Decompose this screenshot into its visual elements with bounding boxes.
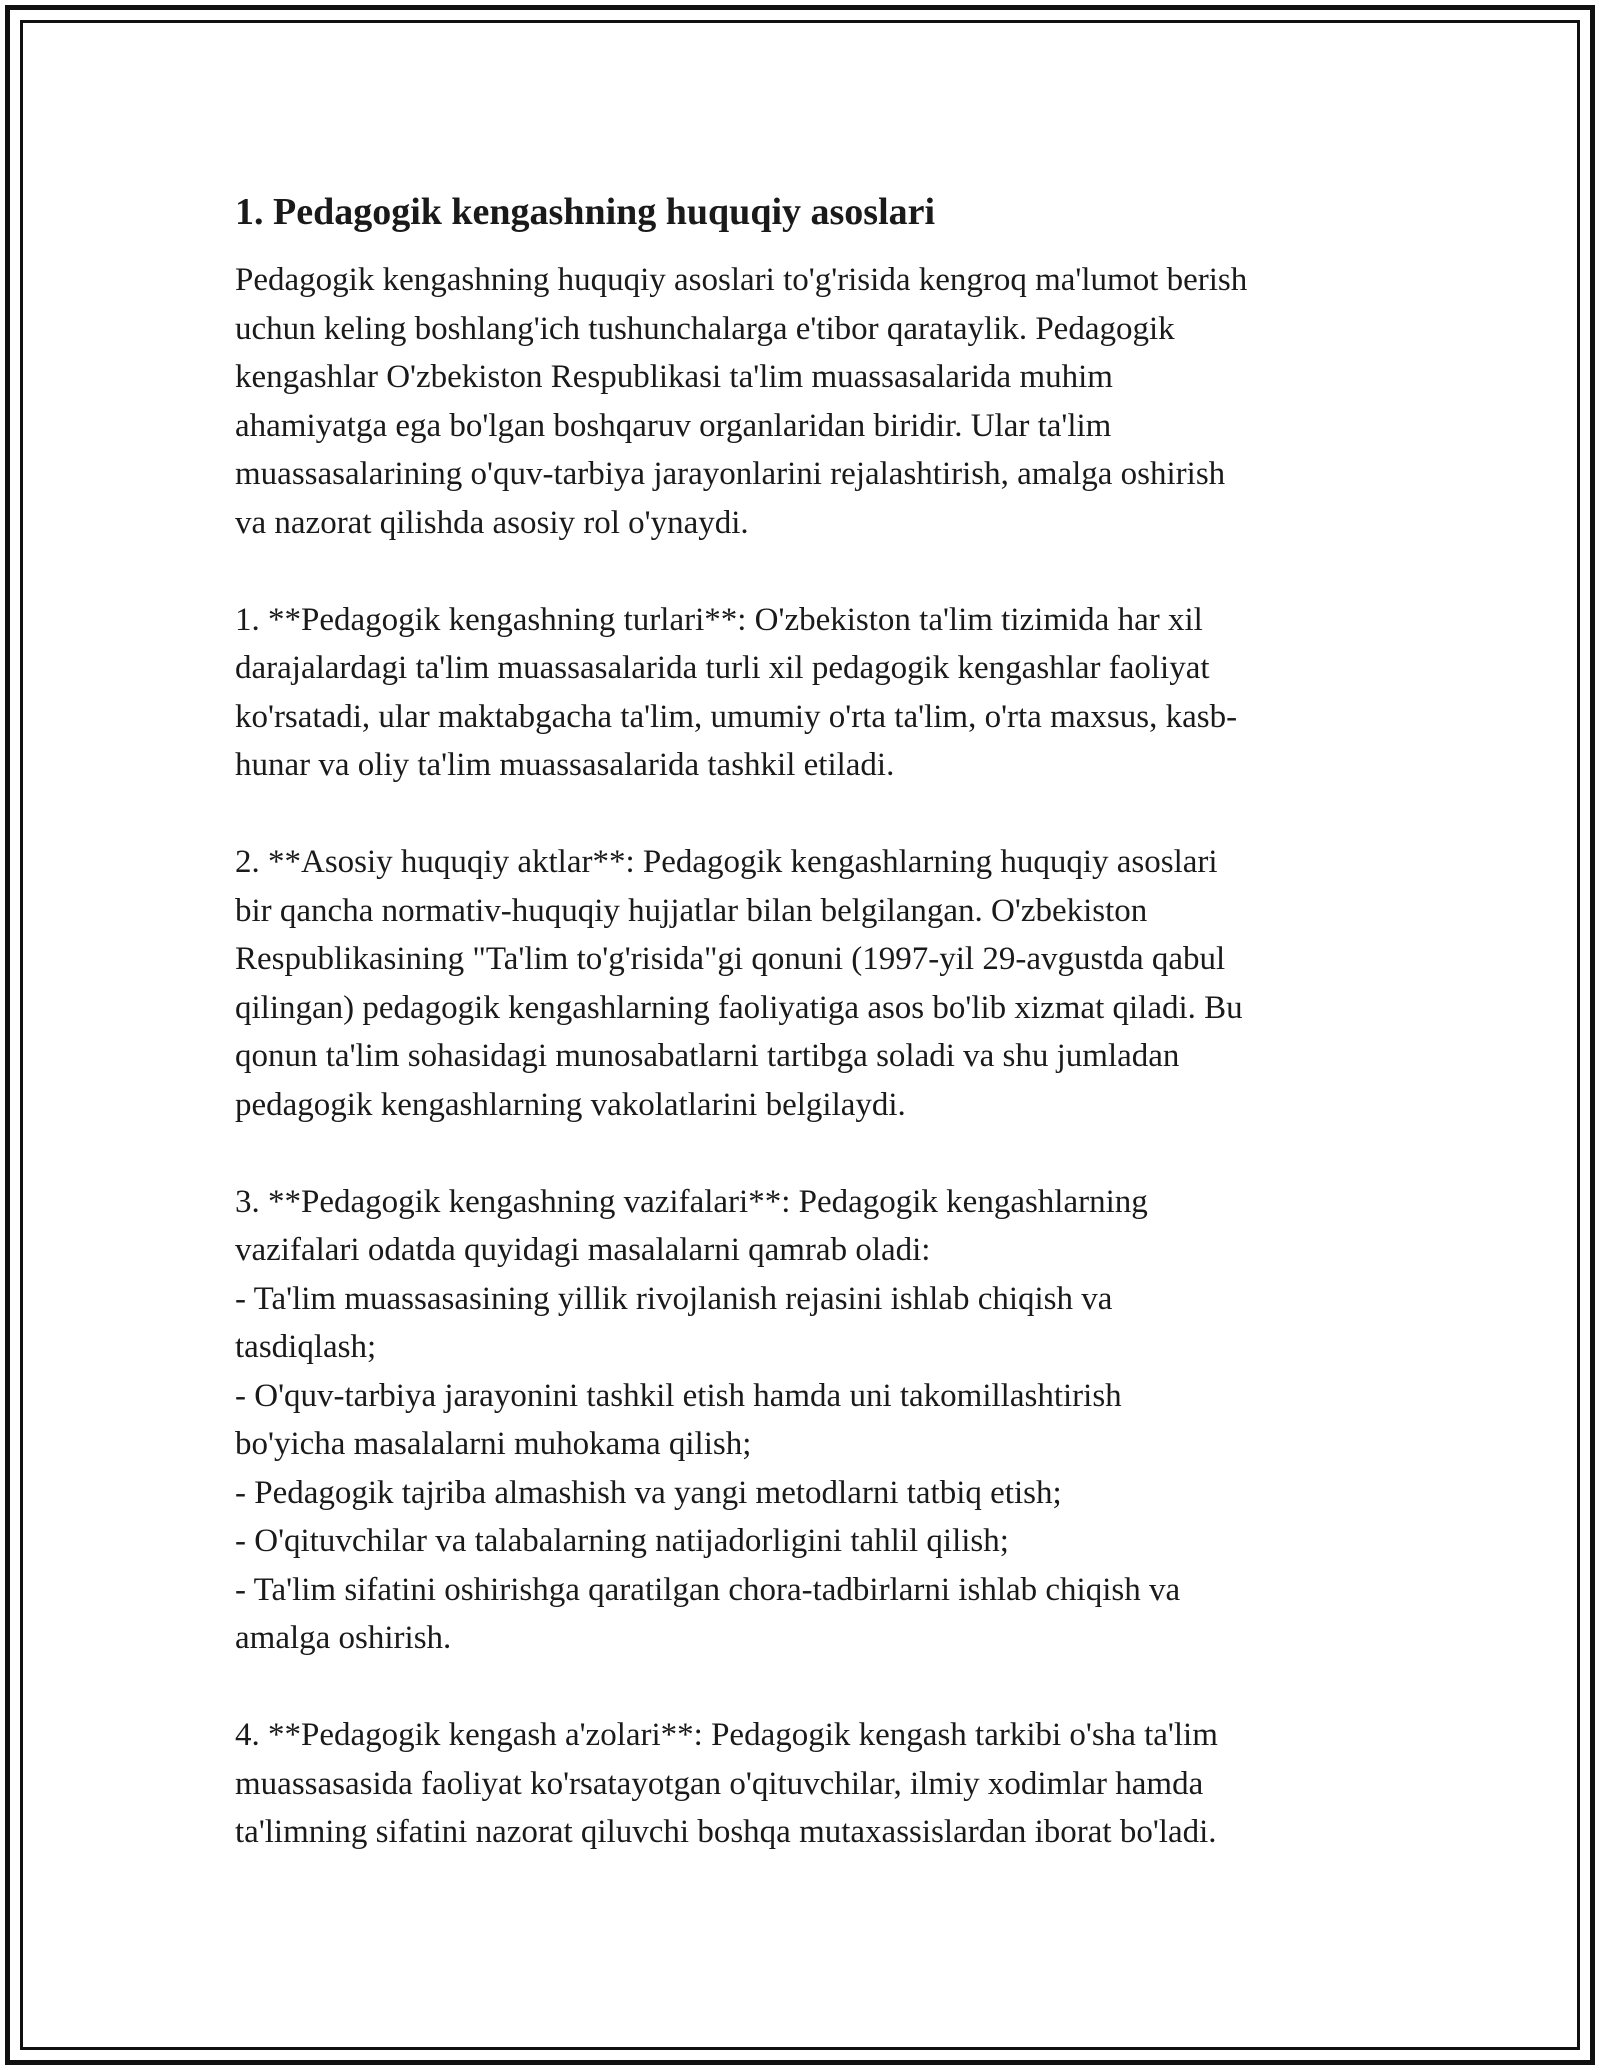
list-item: - Ta'lim sifatini oshirishga qaratilgan chora-tadbirlarni ishlab chiqish va amalga oshirish.: [235, 1571, 1181, 1656]
document-body: [235, 188, 1375, 1905]
list-item: - O'quv-tarbiya jarayonini tashkil etish hamda uni takomillashtirish bo'yicha masalalarni muhokama qilish;: [235, 1377, 1122, 1462]
tasks-list: [235, 1275, 1375, 1663]
paragraph-gap: [235, 1663, 1375, 1712]
section-members-paragraph: 4. **Pedagogik kengash a'zolari**: Pedagogik kengash tarkibi o'sha ta'lim muassasasida faoliyat ko'rsatayotgan o'qituvchilar, ilmiy xodimlar hamda ta'limning sifatini nazorat qiluvchi boshqa mutaxassislardan iborat bo'ladi.: [235, 1717, 1218, 1850]
page-title: 1. Pedagogik kengashning huquqiy asoslari: [235, 191, 936, 233]
intro-paragraph: Pedagogik kengashning huquqiy asoslari to'g'risida kengroq ma'lumot berish uchun keling boshlang'ich tushunchalarga e'tibor qarataylik. Pedagogik kengashlar O'zbekiston Respublikasi ta'lim muassasalarida muhim ahamiyatga ega bo'lgan boshqaruv organlaridan biridir. Ular ta'lim muassasalarining o'quv-tarbiya jarayonlarini rejalashtirish, amalga oshirish va nazorat qilishda asosiy rol o'ynaydi.: [235, 262, 1248, 541]
list-item: - Pedagogik tajriba almashish va yangi metodlarni tatbiq etish;: [235, 1474, 1062, 1511]
list-item: - Ta'lim muassasasining yillik rivojlanish rejasini ishlab chiqish va tasdiqlash;: [235, 1280, 1113, 1365]
list-item: - O'qituvchilar va talabalarning natijadorligini tahlil qilish;: [235, 1523, 1009, 1559]
section-types-paragraph: 1. **Pedagogik kengashning turlari**: O'zbekiston ta'lim tizimida har xil darajalardagi ta'lim muassasalarida turli xil pedagogik kengashlar faoliyat ko'rsatadi, ular maktabgacha ta'lim, umumiy o'rta ta'lim, o'rta maxsus, kasb- hunar va oliy ta'lim muassasalarida tashkil etiladi.: [235, 601, 1238, 783]
section-tasks-intro: 3. **Pedagogik kengashning vazifalari**: Pedagogik kengashlarning vazifalari odatda quyidagi masalalarni qamrab oladi:: [235, 1183, 1148, 1268]
section-legal-acts-paragraph: 2. **Asosiy huquqiy aktlar**: Pedagogik kengashlarning huquqiy asoslari bir qancha normativ-huquqiy hujjatlar bilan belgilangan. O'zbekiston Respublikasining "Ta'lim to'g'risida"gi qonuni (1997-yil 29-avgustda qabul qilingan) pedagogik kengashlarning faoliyatiga asos bo'lib xizmat qiladi. Bu qonun ta'lim sohasidagi munosabatlarni tartibga soladi va shu jumladan pedagogik kengashlarning vakolatlarini belgilaydi.: [235, 844, 1243, 1123]
